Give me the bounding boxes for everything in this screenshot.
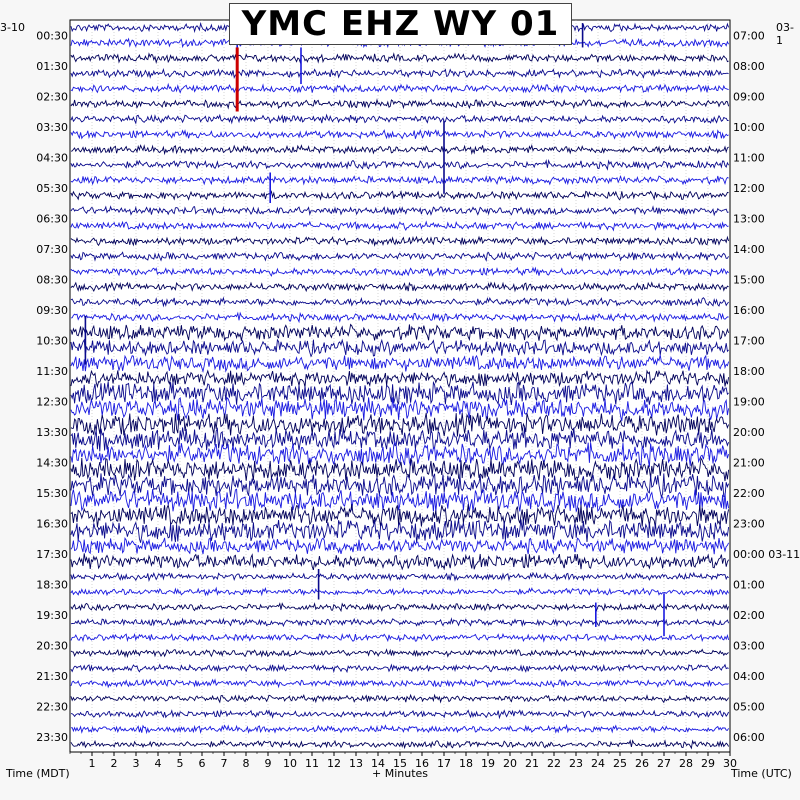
x-tick-label: 25 [613,757,627,770]
x-tick-label: 1 [88,757,96,770]
left-time-label: 04:30 [36,151,68,165]
right-time-label: 18:00 [733,364,765,378]
right-time-label: 00:00 03-11 [733,547,800,561]
left-time-label: 03:30 [36,120,68,134]
right-time-label: 22:00 [733,486,765,500]
left-time-label: 00:30 [36,29,68,43]
left-time-label: 10:30 [36,334,68,348]
x-tick-label: 3 [132,757,140,770]
left-time-label: 20:30 [36,639,68,653]
left-time-label: 02:30 [36,90,68,104]
left-time-label: 11:30 [36,364,68,378]
x-tick-label: 10 [283,757,297,770]
right-time-label: 07:00 [733,29,765,43]
left-axis-label: Time (MDT) [6,767,70,780]
left-time-label: 14:30 [36,456,68,470]
x-tick-label: 5 [176,757,184,770]
x-tick-label: 17 [437,757,451,770]
right-time-label: 08:00 [733,59,765,73]
x-tick-label: 21 [525,757,539,770]
right-time-label: 16:00 [733,303,765,317]
left-time-label: 23:30 [36,730,68,744]
right-time-label: 20:00 [733,425,765,439]
x-tick-label: 28 [679,757,693,770]
x-tick-label: 18 [459,757,473,770]
left-time-label: 09:30 [36,303,68,317]
x-tick-label: 30 [723,757,737,770]
left-time-label: 06:30 [36,212,68,226]
right-time-label: 14:00 [733,242,765,256]
right-date-label: 03-1 [776,21,794,47]
right-time-label: 17:00 [733,334,765,348]
right-axis-label: Time (UTC) [731,767,792,780]
x-tick-label: 22 [547,757,561,770]
x-tick-label: 8 [242,757,250,770]
right-time-label: 04:00 [733,669,765,683]
left-time-label: 18:30 [36,578,68,592]
x-tick-label: 11 [305,757,319,770]
left-time-label: 22:30 [36,700,68,714]
x-tick-label: 26 [635,757,649,770]
left-date-label: 3-10 [0,21,25,34]
right-time-label: 09:00 [733,90,765,104]
right-time-label: 15:00 [733,273,765,287]
x-tick-label: 27 [657,757,671,770]
x-tick-label: 7 [220,757,228,770]
x-tick-label: 4 [154,757,162,770]
x-tick-label: 13 [349,757,363,770]
right-time-label: 03:00 [733,639,765,653]
x-tick-label: 16 [415,757,429,770]
x-tick-label: 19 [481,757,495,770]
x-tick-label: 20 [503,757,517,770]
x-tick-label: 14 [371,757,385,770]
x-tick-label: 12 [327,757,341,770]
left-time-label: 21:30 [36,669,68,683]
x-tick-label: 15 [393,757,407,770]
right-time-label: 11:00 [733,151,765,165]
chart-title: YMC EHZ WY 01 [229,3,572,45]
x-tick-label: 24 [591,757,605,770]
x-tick-label: 2 [110,757,118,770]
left-time-label: 19:30 [36,608,68,622]
left-time-label: 17:30 [36,547,68,561]
left-time-label: 12:30 [36,395,68,409]
x-tick-label: 29 [701,757,715,770]
right-time-label: 02:00 [733,608,765,622]
left-time-label: 07:30 [36,242,68,256]
highlight-marker [236,47,239,111]
right-time-label: 19:00 [733,395,765,409]
x-tick-label: 6 [198,757,206,770]
left-time-label: 05:30 [36,181,68,195]
right-time-label: 10:00 [733,120,765,134]
right-time-label: 13:00 [733,212,765,226]
left-time-label: 01:30 [36,59,68,73]
left-time-label: 15:30 [36,486,68,500]
right-time-label: 21:00 [733,456,765,470]
left-time-label: 08:30 [36,273,68,287]
x-tick-label: 9 [264,757,272,770]
x-axis-label: + Minutes [372,767,429,780]
right-time-label: 05:00 [733,700,765,714]
right-time-label: 23:00 [733,517,765,531]
right-time-label: 06:00 [733,730,765,744]
left-time-label: 13:30 [36,425,68,439]
right-time-label: 12:00 [733,181,765,195]
right-time-label: 01:00 [733,578,765,592]
x-tick-label: 23 [569,757,583,770]
left-time-label: 16:30 [36,517,68,531]
